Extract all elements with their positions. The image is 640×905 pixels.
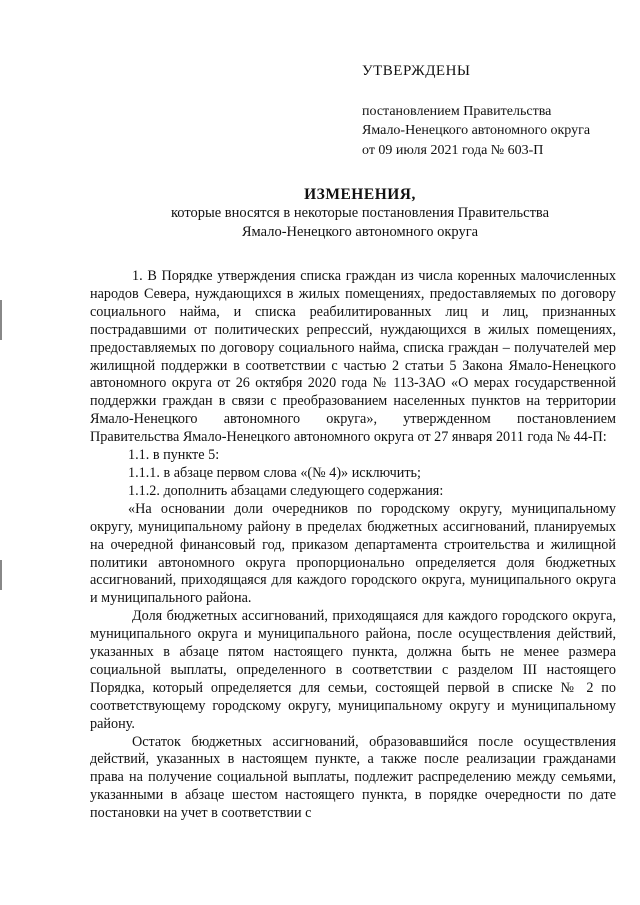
document-title-block [90,185,630,242]
paragraph: 1.1. в пункте 5: [128,447,220,464]
approval-line: Ямало-Ненецкого автономного округа [362,123,591,138]
paragraph: 1.1.2. дополнить абзацами следующего содержания: [128,482,444,499]
document-body [90,268,616,823]
paragraph: Доля бюджетных ассигнований, приходящаяся для каждого городского округа, муниципального округа и муниципального района, после осуществления действий, указанных в абзаце пятом настоящего пункта, должна быть не менее размера социальной выплаты, определенного в соответствии с разделом III настоящего Порядка, который определяется для семьи, состоящей первой в списке № 2 по соответствующему городскому округу, муниципальному округу и муниципальному району. [90,608,616,732]
margin-scan-mark [0,300,2,340]
approval-heading: УТВЕРЖДЕНЫ [362,63,471,79]
document-title: ИЗМЕНЕНИЯ, [304,186,416,203]
paragraph: «На основании доли очередников по городскому округу, муниципальному округу, муниципальному району в пределах бюджетных ассигнований, планируемых на очередной финансовый год, приказом департамента строительства и жилищной политики автономного округа пропорционально определяется доля бюджетных ассигнований, приходящаяся для каждого городского округа, муниципального округа и муниципального района. [90,500,616,607]
paragraph: Остаток бюджетных ассигнований, образовавшийся после осуществления действий, указанных в настоящем пункте, а также после реализации гражданами права на получение социальной выплаты, подлежит распределению между семьями, указанными в абзаце шестом настоящего пункта, в порядке очередности по дате постановки на учет в соответствии с [90,733,616,822]
approval-block [362,62,632,160]
approval-line: от 09 июля 2021 года № 603-П [362,142,544,158]
margin-scan-mark [0,560,2,590]
paragraph: 1.1.1. в абзаце первом слова «(№ 4)» исключить; [128,464,421,481]
document-subtitle: Ямало-Ненецкого автономного округа [241,224,479,240]
paragraph: 1. В Порядке утверждения списка граждан из числа коренных малочисленных народов Севера, нуждающихся в жилых помещениях, предоставляемых по договору социального найма, и списка реабилитированных лиц и лиц, признанных пострадавшими от политических репрессий, нуждающихся в жилых помещениях, предоставляемых по договору социального найма, списка граждан – получателей мер жилищной поддержки в соответствии с частью 2 статьи 5 Закона Ямало-Ненецкого автономного округа от 26 октября 2020 года № 113-ЗАО «О мерах государственной поддержки граждан в связи с преобразованием населенных пунктов на территории Ямало-Ненецкого автономного округа», утвержденном постановлением Правительства Ямало-Ненецкого автономного округа от 27 января 2011 года № 44-П: [90,268,616,446]
approval-line: постановлением Правительства [362,103,552,119]
document-subtitle: которые вносятся в некоторые постановления Правительства [170,205,550,221]
